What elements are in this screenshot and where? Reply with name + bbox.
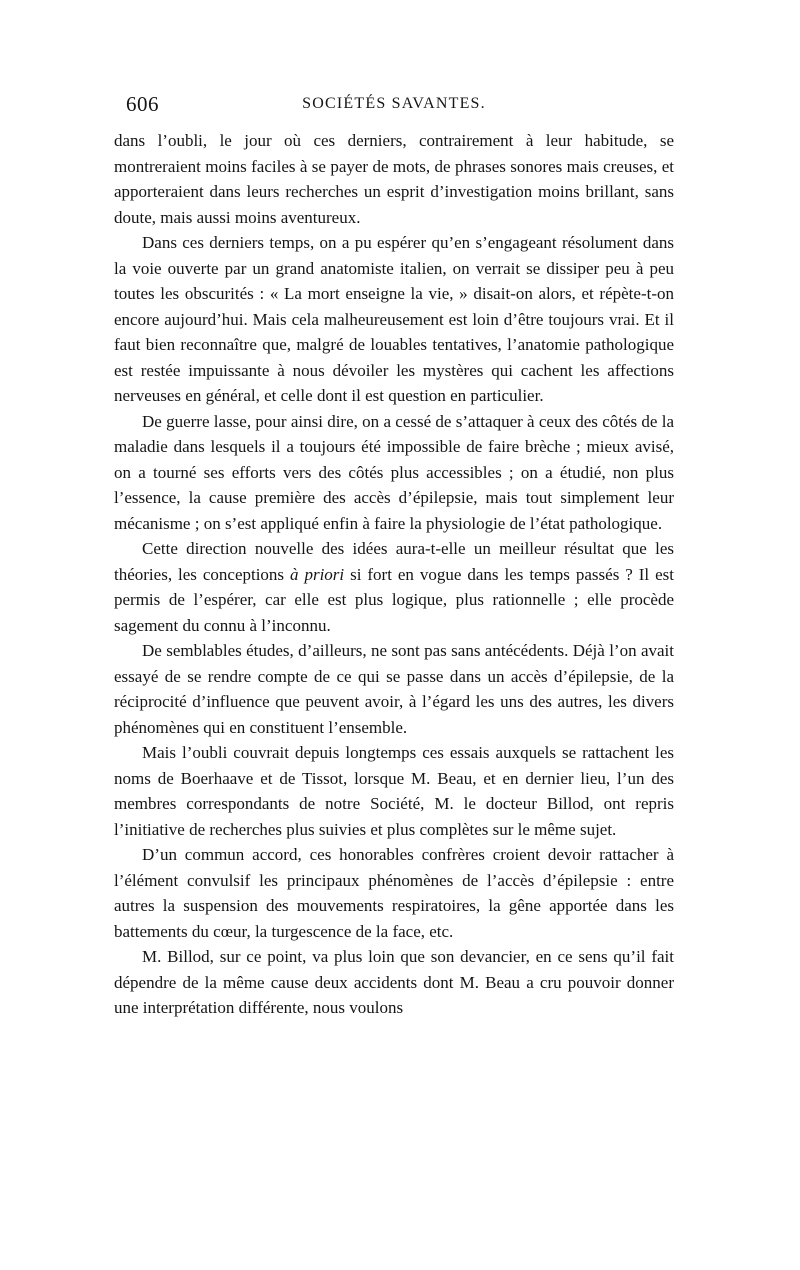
paragraph-new-direction-end: si fort en vogue dans les temps passés ? Il est permis de l’espérer, car elle est plus logique, plus rationnelle ; elle procède sagement du connu à l’inconnu. <box>114 564 674 635</box>
paragraph-common-accord: D’un commun accord, ces honorables confrères croient devoir rattacher à l’élément convulsif les principaux phénomènes de l’accès d’épilepsie : entre autres la suspension des mouvements respiratoires, la gêne apportée dans les battements du cœur, la turgescence de la face, etc. <box>114 845 674 941</box>
page-number: 606 <box>126 92 159 116</box>
book-page <box>114 92 674 1021</box>
paragraph-billod: M. Billod, sur ce point, va plus loin que son devancier, en ce sens qu’il fait dépendre de la même cause deux accidents dont M. Beau a cru pouvoir donner une interprétation différente, nous voulons <box>114 947 674 1017</box>
paragraph-continuation: dans l’oubli, le jour où ces derniers, contrairement à leur habitude, se montreraient moins faciles à se payer de mots, de phrases sonores mais creuses, et apporteraient dans leurs recherches un esprit d’investigation moins brillant, sans doute, mais aussi moins aventureux. <box>114 131 674 227</box>
body-text <box>114 128 674 1021</box>
running-head <box>114 92 674 122</box>
paragraph-boerhaave-tissot: Mais l’oubli couvrait depuis longtemps ces essais auxquels se rattachent les noms de Boerhaave et de Tissot, lorsque M. Beau, et en dernier lieu, l’un des membres correspondants de notre Société, M. le docteur Billod, ont repris l’initiative de recherches plus suivies et plus complètes sur le même sujet. <box>114 743 674 839</box>
running-title: SOCIÉTÉS SAVANTES. <box>302 95 486 112</box>
paragraph-anatomy: Dans ces derniers temps, on a pu espérer qu’en s’engageant résolument dans la voie ouverte par un grand anatomiste italien, on verrait se dissiper peu à peu toutes les obscurités : « La mort enseigne la vie, » disait-on alors, et répète-t-on encore aujourd’hui. Mais cela malheureusement est loin d’être toujours vrai. Et il faut bien reconnaître que, malgré de louables tentatives, l’anatomie pathologique est restée impuissante à nous dévoiler les mystères qui cachent les affections nerveuses en général, et celle dont il est question en particulier. <box>114 233 674 405</box>
italic-a-priori: à priori <box>290 564 345 584</box>
paragraph-mechanism: De guerre lasse, pour ainsi dire, on a cessé de s’attaquer à ceux des côtés de la maladie dans lesquels il a toujours été impossible de faire brèche ; mieux avisé, on a tourné ses efforts vers des côtés plus accessibles ; on a étudié, non plus l’essence, la cause première des accès d’épilepsie, mais tout simplement leur mécanisme ; on s’est appliqué enfin à faire la physiologie de l’état pathologique. <box>114 411 674 533</box>
paragraph-new-direction <box>114 536 674 638</box>
paragraph-antecedents: De semblables études, d’ailleurs, ne sont pas sans antécédents. Déjà l’on avait essayé de se rendre compte de ce qui se passe dans un accès d’épilepsie, de la réciprocité d’influence que peuvent avoir, à l’égard les uns des autres, les divers phénomènes qui en constituent l’ensemble. <box>114 641 674 737</box>
paragraph-new-direction-start: Cette direction nouvelle des idées aura-t-elle un meilleur résultat que les théories, les conceptions <box>114 539 674 584</box>
